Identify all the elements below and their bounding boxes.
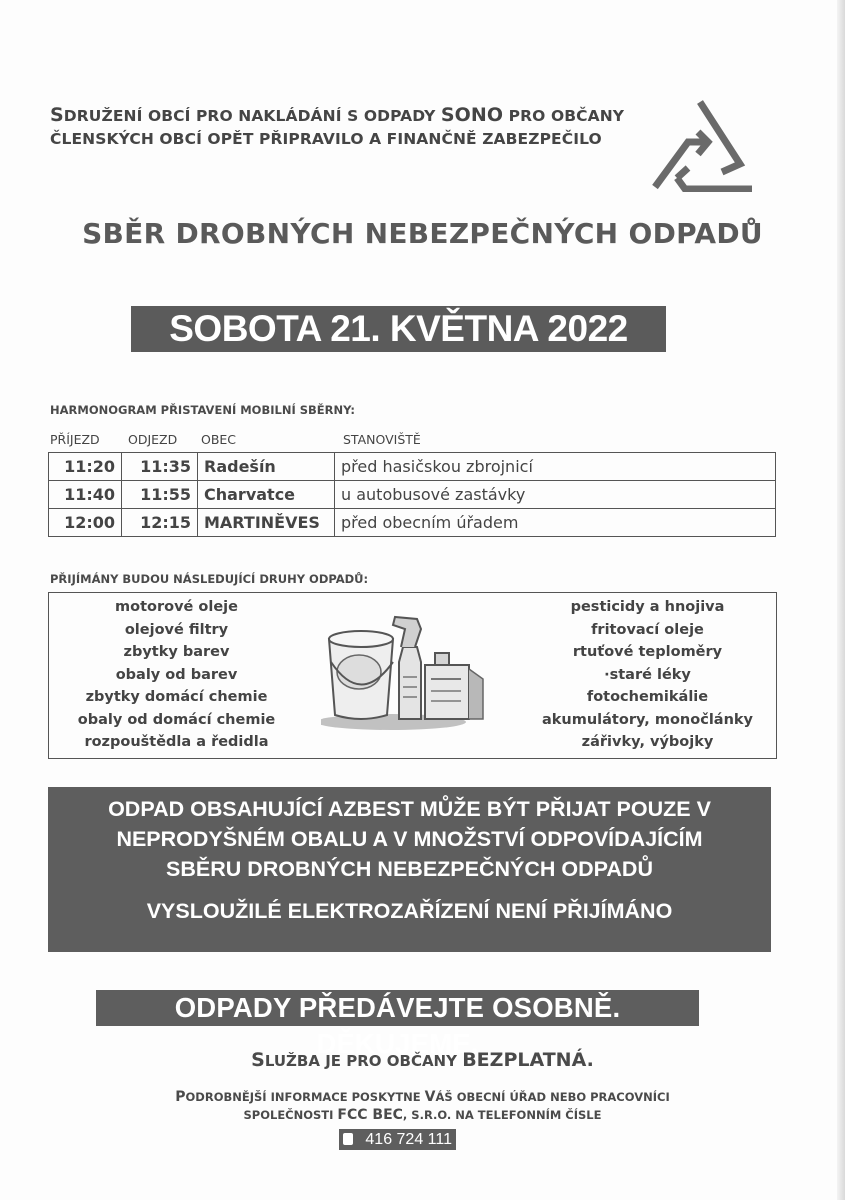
arrival-cell: 12:00	[49, 509, 122, 537]
waste-item: motorové oleje	[115, 599, 238, 615]
sono-name: SONO	[440, 104, 504, 126]
chemical-containers-illustration	[321, 607, 491, 732]
header-text: DRUŽENÍ OBCÍ PRO NAKLÁDÁNÍ S ODPADY	[63, 107, 441, 125]
departure-cell: 11:35	[122, 453, 198, 481]
table-row	[49, 509, 776, 537]
waste-item: obaly od barev	[115, 666, 238, 683]
waste-list-right	[519, 596, 776, 754]
drop-cap: S	[50, 104, 64, 126]
info-text: , S.R.O. NA TELEFONNÍM ČÍSLE	[402, 1108, 602, 1122]
location-cell: před obecním úřadem	[335, 509, 776, 537]
notice-line: ODPAD OBSAHUJÍCÍ AZBEST MŮŽE BÝT PŘIJAT POUZE V	[108, 797, 711, 821]
free-text: LUŽBA JE PRO OBČANY	[264, 1052, 463, 1070]
header-line-2: ČLENSKÝCH OBCÍ OPĚT PŘIPRAVILO A FINANČNĚ ZABEZPEČILO	[50, 130, 602, 148]
waste-item: zářivky, výbojky	[581, 734, 714, 750]
info-text: SPOLEČNOSTI	[243, 1108, 338, 1122]
info-text: ODROBNĚJŠÍ INFORMACE POSKYTNE	[185, 1090, 425, 1104]
waste-item: zbytky domácí chemie	[85, 689, 268, 705]
company-name: FCC BEC	[337, 1107, 403, 1123]
waste-item: fritovací oleje	[591, 621, 704, 638]
location-cell: před hasičskou zbrojnicí	[335, 453, 776, 481]
waste-item: obaly od domácí chemie	[77, 711, 276, 728]
schedule-table	[48, 452, 776, 537]
table-row	[49, 481, 776, 509]
village-cell: MARTINĚVES	[198, 509, 335, 537]
drop-cap: V	[424, 1089, 436, 1105]
col-location: STANOVIŠTĚ	[343, 432, 421, 447]
village-cell: Charvatce	[198, 481, 335, 509]
page-title: SBĚR DROBNÝCH NEBEZPEČNÝCH ODPADŮ	[82, 217, 763, 250]
village-cell: Radešín	[198, 453, 335, 481]
waste-heading: PŘIJÍMÁNY BUDOU NÁSLEDUJÍCÍ DRUHY ODPADŮ:	[50, 572, 369, 586]
waste-list-left	[49, 596, 304, 754]
col-departure: ODJEZD	[128, 432, 178, 447]
arrival-cell: 11:40	[49, 481, 122, 509]
header-text: PRO OBČANY	[503, 107, 625, 125]
notice-line: SBĚRU DROBNÝCH NEBEZPEČNÝCH ODPADŮ	[166, 857, 653, 881]
phone-number[interactable]: 416 724 111	[365, 1131, 452, 1148]
thanks-banner: ODPADY PŘEDÁVEJTE OSOBNĚ. DĚKUJEME.	[96, 990, 699, 1026]
free-emphasis: BEZPLATNÁ.	[462, 1049, 594, 1071]
location-cell: u autobusové zastávky	[335, 481, 776, 509]
electro-notice: VYSLOUŽILÉ ELEKTROZAŘÍZENÍ NENÍ PŘIJÍMÁNO	[146, 899, 673, 923]
info-text: ÁŠ OBECNÍ ÚŘAD NEBO PRACOVNÍCI	[435, 1090, 670, 1104]
notice-line: NEPRODYŠNÉM OBALU A V MNOŽSTVÍ ODPOVÍDAJÍCÍM	[116, 827, 703, 851]
arrival-cell: 11:20	[49, 453, 122, 481]
col-village: OBEC	[201, 432, 237, 447]
info-line-1	[0, 1089, 845, 1105]
waste-item: zbytky barev	[123, 644, 230, 660]
waste-item: pesticidy a hnojiva	[570, 599, 725, 615]
waste-item: rozpouštědla a ředidla	[84, 734, 269, 750]
waste-item: akumulátory, monočlánky	[542, 711, 753, 728]
date-banner: SOBOTA 21. KVĚTNA 2022	[131, 306, 666, 352]
info-line-2	[0, 1107, 845, 1123]
header-line-1	[50, 104, 624, 126]
free-service-line	[0, 1049, 845, 1071]
drop-cap: P	[175, 1089, 186, 1105]
table-row	[49, 453, 776, 481]
schedule-heading: HARMONOGRAM PŘISTAVENÍ MOBILNÍ SBĚRNY:	[50, 403, 356, 417]
departure-cell: 11:55	[122, 481, 198, 509]
departure-cell: 12:15	[122, 509, 198, 537]
waste-item: fotochemikálie	[586, 689, 709, 705]
asbestos-notice	[48, 787, 771, 952]
waste-box	[48, 592, 777, 759]
waste-item: ·staré léky	[604, 666, 691, 683]
telephone-icon	[343, 1133, 353, 1145]
waste-item: olejové filtry	[124, 621, 229, 638]
phone-badge[interactable]	[339, 1129, 456, 1150]
waste-item: rtuťové teploměry	[572, 644, 723, 660]
col-arrival: PŘÍJEZD	[50, 432, 100, 447]
scan-edge	[837, 0, 845, 1200]
drop-cap: S	[251, 1049, 265, 1071]
recycling-arrows-logo	[650, 92, 760, 192]
